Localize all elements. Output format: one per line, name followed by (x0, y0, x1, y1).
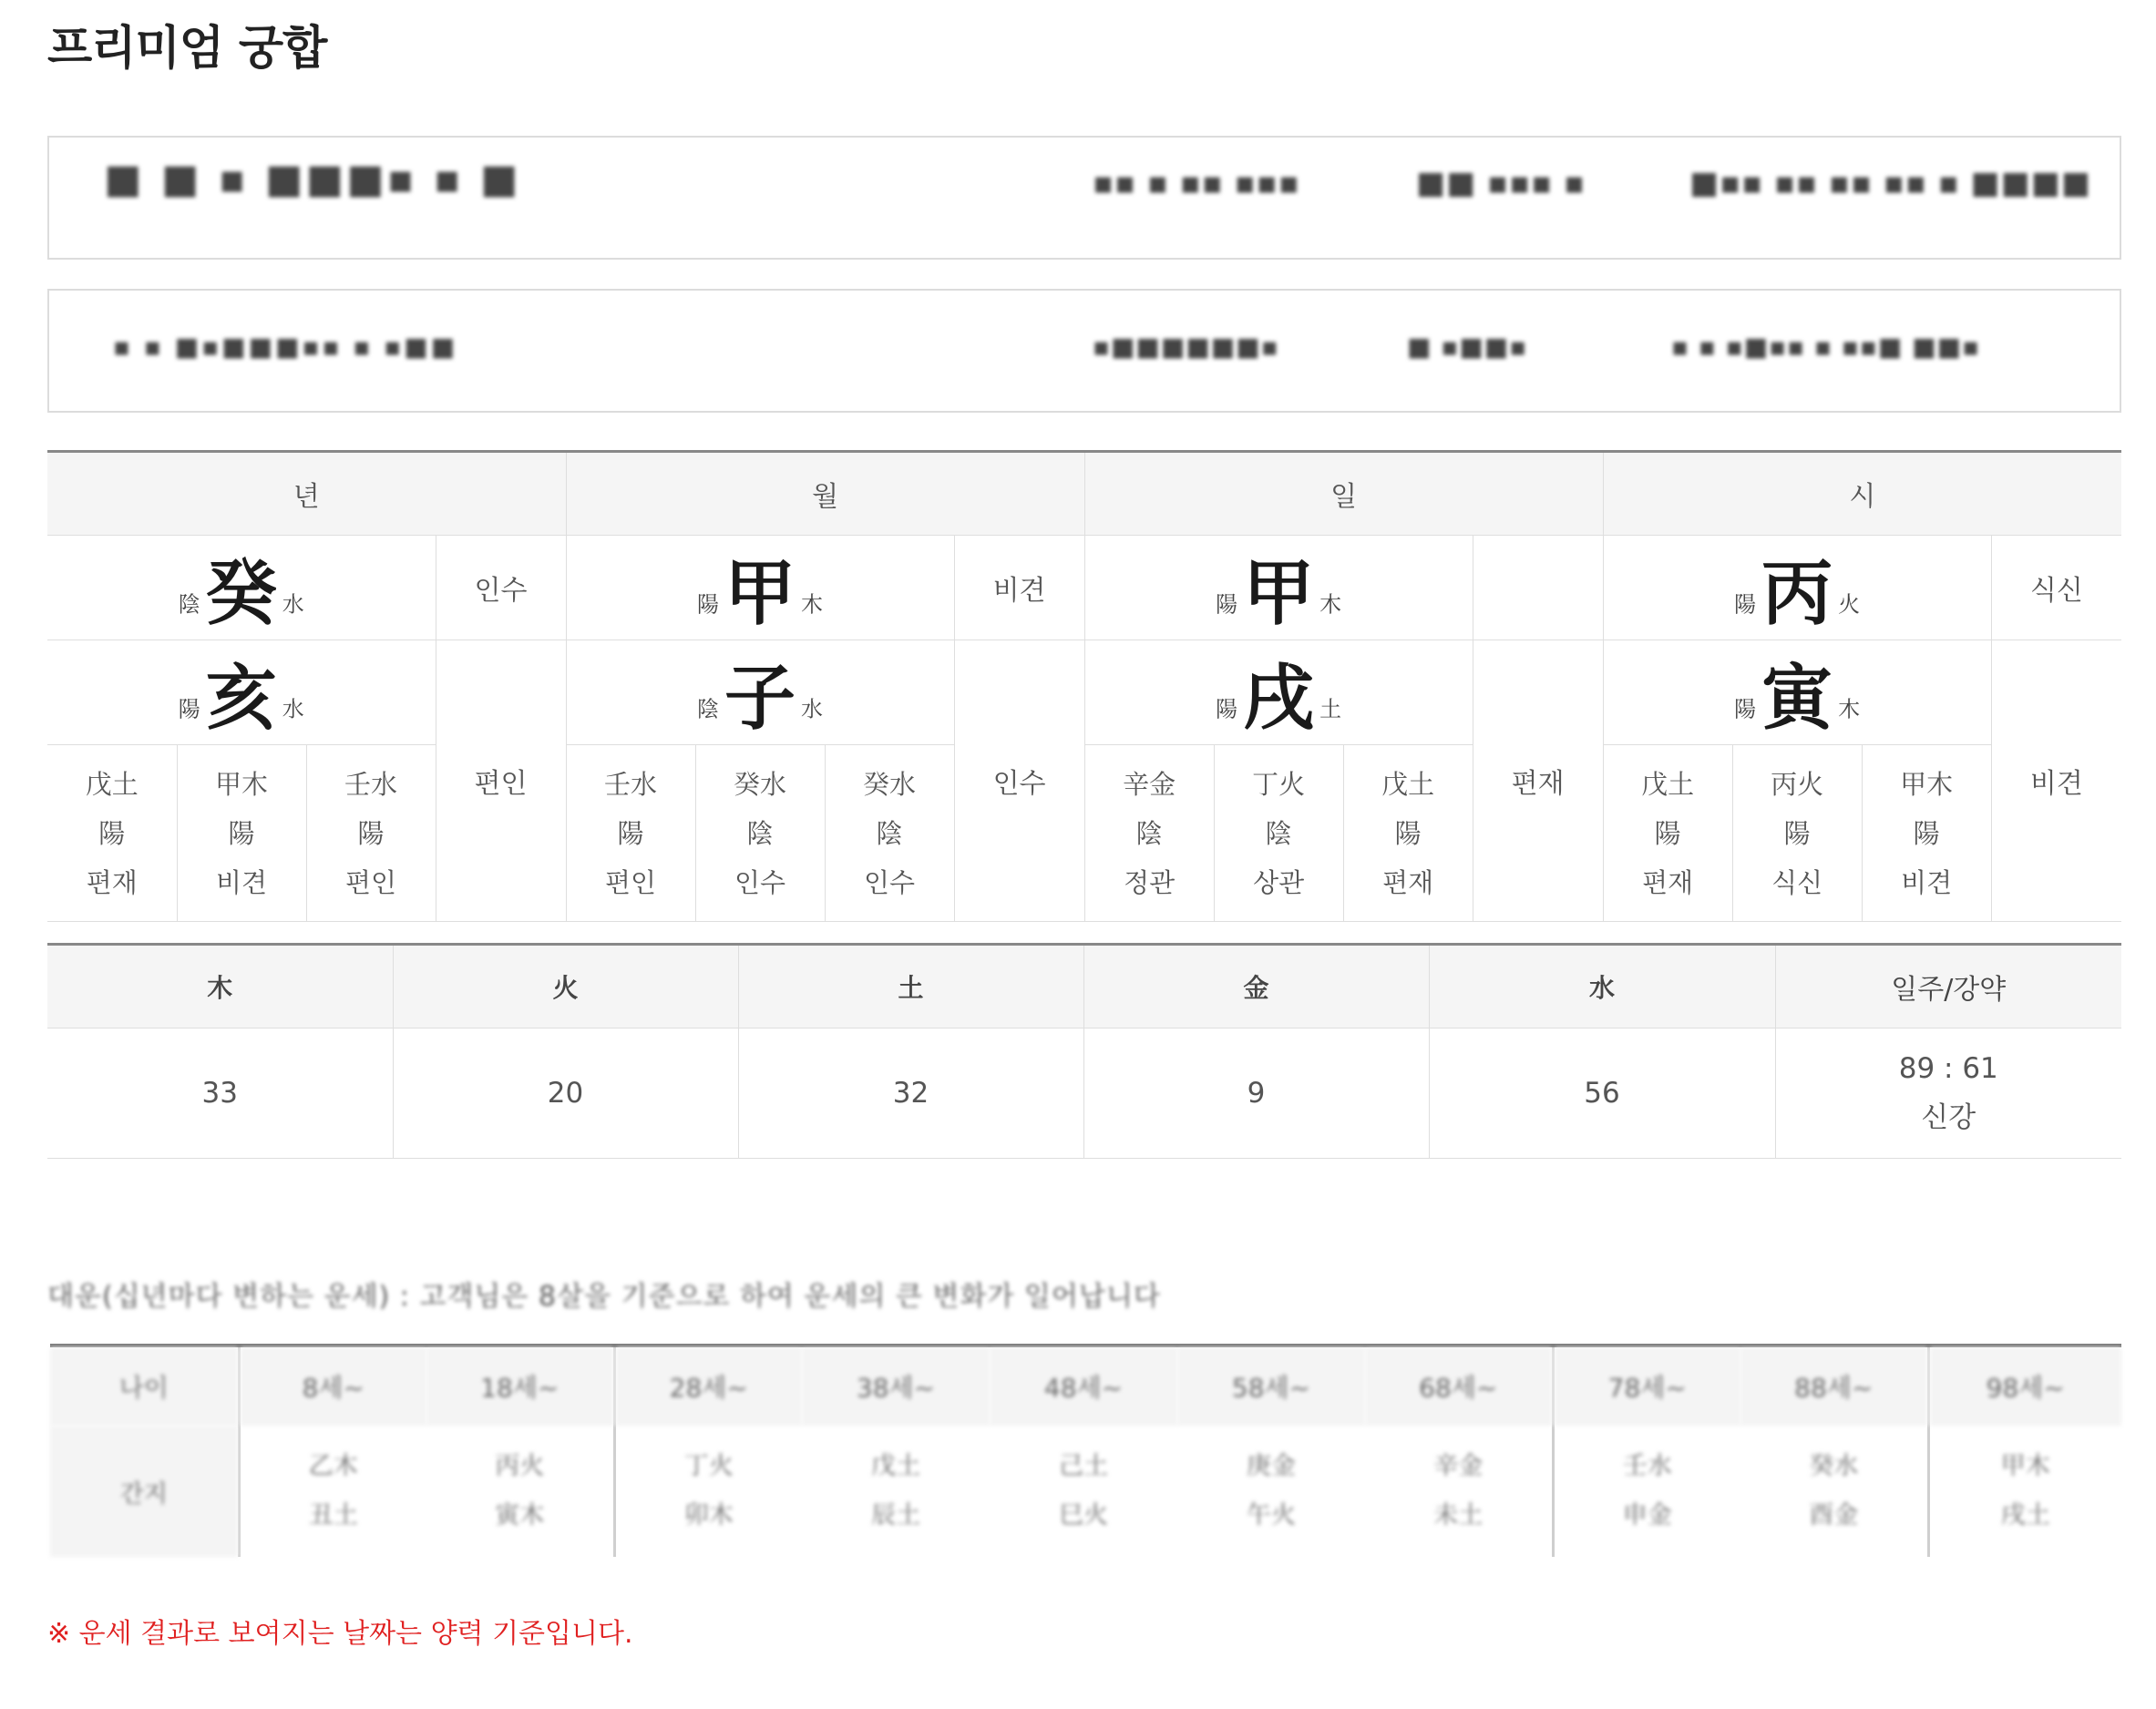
stem-sipsin: 인수 (436, 536, 566, 640)
hidden-yinyang: 陽 (228, 817, 255, 849)
hidden-gan: 戊土 (1381, 768, 1435, 800)
person-detail: ▪ ▪ ▪■▪▪ ▪ ▪▪■ ■■▪ (1671, 332, 1981, 362)
branch-cell (566, 640, 954, 745)
saju-header-row (47, 452, 2121, 536)
daeun-stem: 戊土 (871, 1452, 920, 1480)
header-hour: 시 (1603, 452, 2121, 536)
hidden-gan: 癸水 (863, 768, 917, 800)
daeun-age: 38세~ (802, 1346, 990, 1426)
five-elements-value-row (47, 1028, 2121, 1159)
daeun-branch: 丑土 (308, 1501, 358, 1530)
five-elements-table (47, 943, 2121, 1159)
hidden-stem-cell (47, 745, 177, 922)
daeun-age: 88세~ (1740, 1346, 1928, 1426)
hidden-sipsin: 편인 (344, 866, 397, 898)
yinyang-label: 陰 (178, 591, 200, 618)
stem-sipsin: 비견 (954, 536, 1084, 640)
daeun-ganji-cell (614, 1426, 802, 1557)
hidden-yinyang: 陽 (1783, 817, 1811, 849)
daeun-branch: 午火 (1247, 1501, 1296, 1530)
five-elements-header-row (47, 945, 2121, 1028)
daeun-ganji-label: 간지 (50, 1426, 239, 1557)
header-month: 월 (566, 452, 1084, 536)
hidden-yinyang: 陽 (1394, 817, 1422, 849)
hidden-sipsin: 비견 (215, 866, 268, 898)
hidden-yinyang: 陽 (98, 817, 126, 849)
hidden-stem-cell (1862, 745, 1991, 922)
hidden-sipsin: 상관 (1253, 866, 1305, 898)
daeun-branch: 戌土 (2000, 1501, 2050, 1530)
daeun-branch: 申金 (1622, 1501, 1672, 1530)
daeun-stem: 辛金 (1433, 1452, 1484, 1480)
hidden-yinyang: 陽 (357, 817, 385, 849)
hidden-sipsin: 비견 (1901, 866, 1953, 898)
stem-sipsin (1473, 536, 1603, 640)
page-title: 프리미엄 궁합 (47, 22, 327, 76)
daeun-age: 48세~ (990, 1346, 1177, 1426)
daeun-ganji-cell (990, 1426, 1177, 1557)
stem-sipsin: 식신 (1991, 536, 2121, 640)
daeun-ganji-cell-highlight (802, 1426, 990, 1557)
element-label: 木 (1838, 696, 1861, 722)
yinyang-label: 陽 (1216, 591, 1238, 618)
person-detail: ■▪▪ ▪▪ ▪▪ ▪▪ ▪ ■■■■ (1689, 165, 2092, 201)
daeun-branch: 辰土 (871, 1501, 920, 1530)
hidden-yinyang: 陰 (746, 817, 774, 849)
hidden-stem-cell (1084, 745, 1214, 922)
daeun-stem: 乙木 (308, 1452, 358, 1480)
daeun-age: 28세~ (614, 1346, 802, 1426)
element-value-water: 56 (1429, 1028, 1775, 1159)
daeun-age: 18세~ (426, 1346, 614, 1426)
branch-char: 子 (724, 657, 796, 740)
daeun-branch: 寅木 (495, 1501, 545, 1530)
hidden-stem-cell (695, 745, 825, 922)
yinyang-label: 陽 (1216, 696, 1238, 722)
hidden-sipsin: 인수 (734, 866, 786, 898)
daeun-table (50, 1344, 2121, 1557)
earthly-branch-row (47, 640, 2121, 745)
saju-table (47, 450, 2121, 922)
yinyang-label: 陽 (178, 696, 200, 722)
daeun-age: 98세~ (1928, 1346, 2121, 1426)
element-label: 土 (1319, 696, 1342, 722)
hidden-gan: 丁火 (1252, 768, 1306, 800)
yinyang-label: 陰 (697, 696, 720, 722)
element-label: 木 (1319, 591, 1342, 618)
branch-cell (47, 640, 436, 745)
branch-char: 亥 (205, 657, 277, 740)
hidden-gan: 甲木 (1900, 768, 1954, 800)
person-info-box-1 (47, 136, 2121, 260)
solar-calendar-notice: ※ 운세 결과로 보여지는 날짜는 양력 기준입니다. (47, 1618, 633, 1650)
hidden-stem-cell (177, 745, 306, 922)
hidden-stems-row (47, 745, 2121, 922)
daeun-ganji-cell (1177, 1426, 1365, 1557)
hidden-yinyang: 陰 (1265, 817, 1292, 849)
hidden-yinyang: 陰 (1135, 817, 1163, 849)
daeun-branch: 巳火 (1059, 1501, 1108, 1530)
branch-char: 寅 (1761, 657, 1833, 740)
stem-cell (47, 536, 436, 640)
daeun-ganji-cell (239, 1426, 426, 1557)
person-detail: ▪■■■■■■▪ (1093, 332, 1279, 362)
branch-sipsin: 비견 (1991, 640, 2121, 922)
person-detail: ■ ▪■■▪ (1407, 332, 1528, 362)
branch-sipsin: 인수 (954, 640, 1084, 922)
header-year: 년 (47, 452, 566, 536)
person-detail: ■■ ▪▪▪ ▪ (1416, 165, 1586, 201)
heavenly-stem-row (47, 536, 2121, 640)
hidden-gan: 癸水 (734, 768, 787, 800)
element-value-fire: 20 (393, 1028, 738, 1159)
hidden-stem-cell (1732, 745, 1862, 922)
daeun-branch: 未土 (1433, 1501, 1484, 1530)
daeun-age-label: 나이 (50, 1346, 239, 1426)
hidden-gan: 甲木 (214, 768, 268, 800)
hidden-sipsin: 편재 (1382, 866, 1434, 898)
hidden-gan: 壬水 (604, 768, 658, 800)
daeun-stem: 癸水 (1809, 1452, 1859, 1480)
hidden-gan: 辛金 (1123, 768, 1176, 800)
element-header-wood: 木 (47, 945, 393, 1028)
person-name: ■ ■ ▪ ■■■▪ ▪ ■ (104, 156, 521, 202)
hidden-sipsin: 편재 (1642, 866, 1694, 898)
daeun-age-row (50, 1346, 2121, 1426)
stem-char: 甲 (1243, 552, 1315, 635)
daeun-branch: 酉金 (1809, 1501, 1859, 1530)
branch-sipsin: 편인 (436, 640, 566, 922)
element-label: 火 (1838, 591, 1861, 618)
element-value-metal: 9 (1083, 1028, 1429, 1159)
hidden-gan: 丙火 (1771, 768, 1824, 800)
hidden-stem-cell (566, 745, 695, 922)
person-name: ▪ ▪ ■▪■■■▪▪ ▪ ▪■■ (113, 332, 458, 362)
daeun-ganji-cell (1740, 1426, 1928, 1557)
hidden-yinyang: 陽 (617, 817, 644, 849)
stem-cell (566, 536, 954, 640)
daeun-stem: 丁火 (683, 1452, 734, 1480)
element-header-fire: 火 (393, 945, 738, 1028)
element-header-water: 水 (1429, 945, 1775, 1028)
element-label: 水 (282, 696, 304, 722)
hidden-gan: 壬水 (344, 768, 397, 800)
hidden-sipsin: 편인 (605, 866, 657, 898)
strength-header: 일주/강약 (1775, 945, 2121, 1028)
branch-sipsin: 편재 (1473, 640, 1603, 922)
daeun-ganji-cell (1365, 1426, 1553, 1557)
daeun-ganji-cell (1553, 1426, 1740, 1557)
hidden-stem-cell (825, 745, 954, 922)
element-label: 水 (282, 591, 304, 618)
hidden-gan: 戊土 (1641, 768, 1695, 800)
hidden-sipsin: 편재 (86, 866, 138, 898)
strength-ratio: 89 : 61 (1898, 1052, 1998, 1085)
daeun-branch: 卯木 (683, 1501, 734, 1530)
header-day: 일 (1084, 452, 1603, 536)
element-value-wood: 33 (47, 1028, 393, 1159)
hidden-yinyang: 陰 (876, 817, 903, 849)
daeun-stem: 己土 (1059, 1452, 1108, 1480)
hidden-sipsin: 식신 (1771, 866, 1823, 898)
branch-char: 戌 (1243, 657, 1315, 740)
branch-cell (1084, 640, 1473, 745)
hidden-yinyang: 陽 (1913, 817, 1940, 849)
daeun-age: 68세~ (1365, 1346, 1553, 1426)
hidden-sipsin: 정관 (1124, 866, 1176, 898)
hidden-stem-cell (1214, 745, 1343, 922)
element-header-metal: 金 (1083, 945, 1429, 1028)
daeun-stem: 丙火 (495, 1452, 545, 1480)
yinyang-label: 陽 (697, 591, 720, 618)
strength-label: 신강 (1921, 1101, 1976, 1134)
daeun-age: 8세~ (239, 1346, 426, 1426)
hidden-gan: 戊土 (85, 768, 139, 800)
daeun-ganji-cell (1928, 1426, 2121, 1557)
hidden-stem-cell (1343, 745, 1473, 922)
stem-cell (1603, 536, 1991, 640)
daeun-ganji-cell (426, 1426, 614, 1557)
daeun-stem: 庚金 (1247, 1452, 1296, 1480)
element-label: 水 (801, 696, 824, 722)
yinyang-label: 陽 (1734, 591, 1757, 618)
hidden-stem-cell (1603, 745, 1732, 922)
strength-cell (1775, 1028, 2121, 1159)
daeun-caption: 대운(십년마다 변하는 운세) : 고객님은 8살을 기준으로 하여 운세의 큰 변화가 일어납니다 (47, 1281, 1161, 1313)
daeun-age: 78세~ (1553, 1346, 1740, 1426)
yinyang-label: 陽 (1734, 696, 1757, 722)
hidden-yinyang: 陽 (1654, 817, 1681, 849)
daeun-stem: 甲木 (2000, 1452, 2050, 1480)
hidden-sipsin: 인수 (864, 866, 916, 898)
daeun-stem: 壬水 (1622, 1452, 1672, 1480)
hidden-stem-cell (306, 745, 436, 922)
stem-cell (1084, 536, 1473, 640)
element-value-earth: 32 (738, 1028, 1083, 1159)
branch-cell (1603, 640, 1991, 745)
element-label: 木 (801, 591, 824, 618)
daeun-ganji-row (50, 1426, 2121, 1557)
stem-char: 癸 (205, 552, 277, 635)
element-header-earth: 土 (738, 945, 1083, 1028)
person-info-box-2 (47, 289, 2121, 413)
daeun-age: 58세~ (1177, 1346, 1365, 1426)
stem-char: 甲 (724, 552, 796, 635)
person-detail: ▪▪ ▪ ▪▪ ▪▪▪ (1093, 165, 1300, 201)
stem-char: 丙 (1761, 552, 1833, 635)
